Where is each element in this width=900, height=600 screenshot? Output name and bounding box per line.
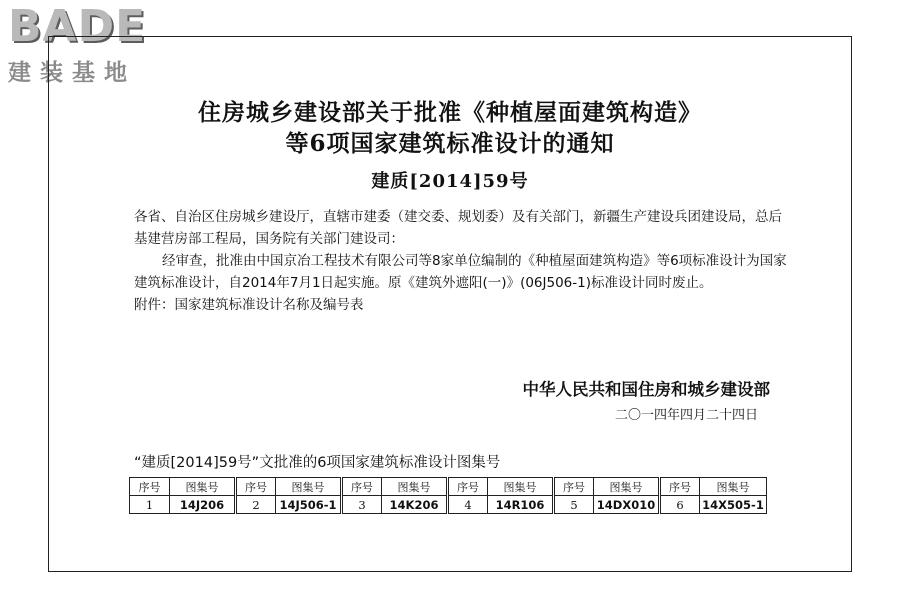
header-code: 图集号 bbox=[700, 478, 767, 496]
recipients-paragraph: 各省、自治区住房城乡建设厅，直辖市建委（建交委、规划委）及有关部门，新疆生产建设兵团建设局，总后基建营房部工程局，国务院有关部门建设司： bbox=[134, 209, 782, 247]
seq-cell: 3 bbox=[342, 496, 382, 514]
table-header-row bbox=[130, 478, 767, 496]
seq-cell: 6 bbox=[660, 496, 700, 514]
notice-title-line-2: 等6项国家建筑标准设计的通知 bbox=[285, 130, 615, 157]
header-seq: 序号 bbox=[448, 478, 488, 496]
table-row bbox=[130, 496, 767, 514]
logo-wordmark: BADE bbox=[8, 1, 147, 52]
header-code: 图集号 bbox=[276, 478, 342, 496]
table-title: “建质[2014]59号”文批准的6项国家建筑标准设计图集号 bbox=[134, 455, 501, 471]
header-seq: 序号 bbox=[130, 478, 170, 496]
atlas-code-cell: 14K206 bbox=[382, 496, 448, 514]
header-seq: 序号 bbox=[236, 478, 276, 496]
signature-block bbox=[523, 376, 771, 423]
seq-cell: 1 bbox=[130, 496, 170, 514]
content-paragraph: 经审查，批准由中国京冶工程技术有限公司等8家单位编制的《种植屋面建筑构造》等6项标准设计为国家建筑标准设计，自2014年7月1日起实施。原《建筑外遮阳(一)》(06J506-1)标准设计同时废止。 bbox=[134, 253, 787, 291]
atlas-number-table bbox=[129, 477, 767, 514]
attachment-line: 附件：国家建筑标准设计名称及编号表 bbox=[134, 297, 364, 313]
atlas-code-cell: 14J506-1 bbox=[276, 496, 342, 514]
notice-body bbox=[134, 206, 794, 316]
document-number: 建质[2014]59号 bbox=[371, 171, 529, 192]
issue-date: 二〇一四年四月二十四日 bbox=[614, 408, 758, 423]
atlas-code-cell: 14R106 bbox=[488, 496, 554, 514]
header-seq: 序号 bbox=[554, 478, 594, 496]
seq-cell: 4 bbox=[448, 496, 488, 514]
issuing-organization: 中华人民共和国住房和城乡建设部 bbox=[522, 380, 770, 399]
seq-cell: 2 bbox=[236, 496, 276, 514]
atlas-code-cell: 14J206 bbox=[170, 496, 236, 514]
header-code: 图集号 bbox=[170, 478, 236, 496]
seq-cell: 5 bbox=[554, 496, 594, 514]
atlas-code-cell: 14X505-1 bbox=[700, 496, 767, 514]
header-seq: 序号 bbox=[660, 478, 700, 496]
logo-subtitle: 建装基地 bbox=[8, 60, 136, 86]
atlas-code-cell: 14DX010 bbox=[594, 496, 660, 514]
header-code: 图集号 bbox=[594, 478, 660, 496]
header-code: 图集号 bbox=[382, 478, 448, 496]
notice-title-line-1: 住房城乡建设部关于批准《种植屋面建筑构造》 bbox=[198, 99, 702, 126]
header-seq: 序号 bbox=[342, 478, 382, 496]
header-code: 图集号 bbox=[488, 478, 554, 496]
